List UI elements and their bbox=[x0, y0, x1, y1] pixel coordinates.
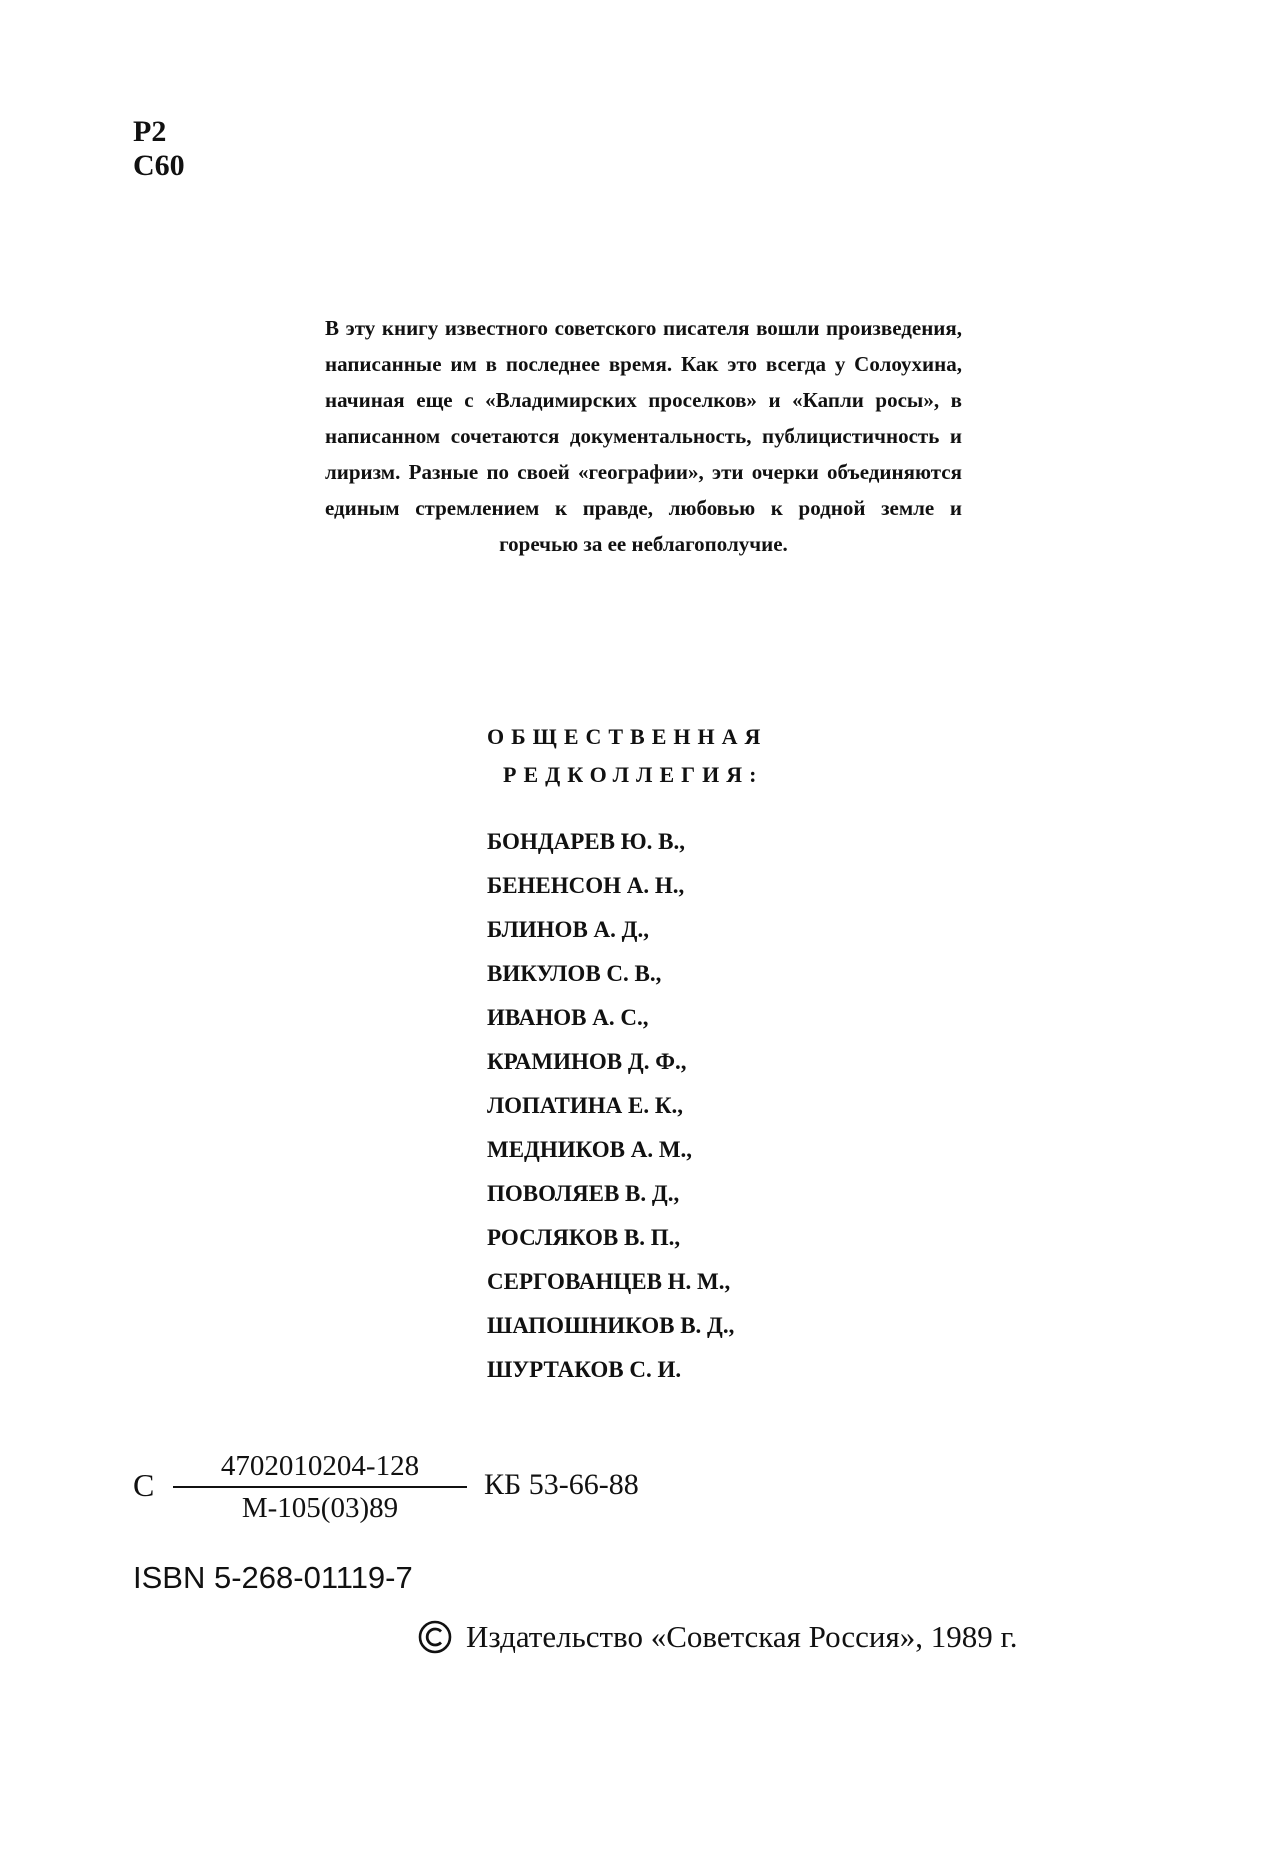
board-member: ИВАНОВ А. С., bbox=[487, 1005, 649, 1030]
editorial-board-title bbox=[487, 718, 767, 794]
catalog-letter: С bbox=[133, 1467, 155, 1503]
board-member: ПОВОЛЯЕВ В. Д., bbox=[487, 1181, 680, 1206]
isbn: ISBN 5-268-01119-7 bbox=[133, 1560, 413, 1595]
board-member: ШАПОШНИКОВ В. Д., bbox=[487, 1313, 735, 1338]
board-member: КРАМИНОВ Д. Ф., bbox=[487, 1049, 687, 1074]
catalog-denominator: М-105(03)89 bbox=[241, 1492, 399, 1524]
board-member: СЕРГОВАНЦЕВ Н. М., bbox=[487, 1269, 731, 1294]
classification-code bbox=[133, 115, 185, 183]
board-member: БОНДАРЕВ Ю. В., bbox=[487, 829, 685, 854]
copyright-text: Издательство «Советская Россия», 1989 г. bbox=[466, 1619, 1018, 1654]
editorial-board-members bbox=[487, 820, 734, 1392]
board-member: РОСЛЯКОВ В. П., bbox=[487, 1225, 681, 1250]
board-member: БЕНЕНСОН А. Н., bbox=[487, 873, 685, 898]
classification-line-2: С60 bbox=[133, 149, 185, 182]
board-member: ЛОПАТИНА Е. К., bbox=[487, 1093, 684, 1118]
board-member: ШУРТАКОВ С. И. bbox=[487, 1357, 682, 1382]
catalog-numerator: 4702010204-128 bbox=[173, 1448, 467, 1488]
copyright-icon bbox=[418, 1620, 452, 1654]
editorial-board-title-line-1: ОБЩЕСТВЕННАЯ bbox=[487, 724, 768, 749]
editorial-board-title-line-2: РЕДКОЛЛЕГИЯ: bbox=[503, 762, 764, 787]
catalog-fraction bbox=[173, 1448, 467, 1526]
book-annotation: В эту книгу известного советского писателя вошли произведения, написанные им в последнее время. Как это всегда у Солоухина, начиная еще с «Владимирских проселков» и «Капли росы», в написанном сочетаются документальность, публицистичность и лиризм. Разные по своей «географии», эти очерки объединяются единым стремлением к правде, любовью к родной земле и горечью за ее неблагополучие. bbox=[325, 316, 962, 556]
board-member: БЛИНОВ А. Д., bbox=[487, 917, 649, 942]
catalog-kb-code: КБ 53-66-88 bbox=[484, 1468, 639, 1501]
board-member: ВИКУЛОВ С. В., bbox=[487, 961, 662, 986]
classification-line-1: Р2 bbox=[133, 115, 167, 148]
board-member: МЕДНИКОВ А. М., bbox=[487, 1137, 693, 1162]
copyright-line bbox=[418, 1617, 1017, 1657]
